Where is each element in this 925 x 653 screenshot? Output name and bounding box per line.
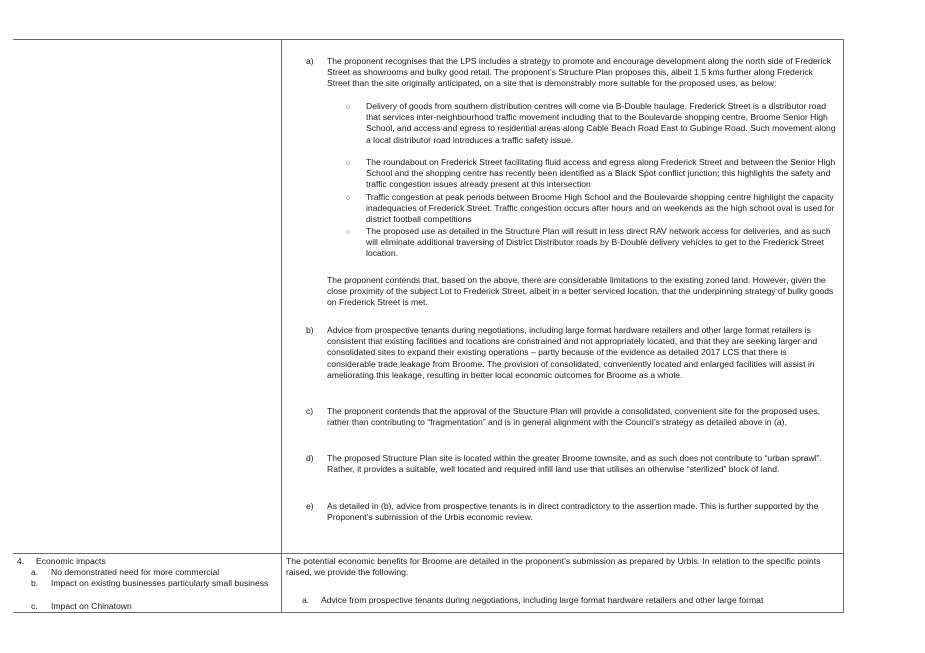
bullet-circle-icon: ○ — [346, 229, 351, 236]
point-b-text: Advice from prospective tenants during negotiations, including large format hardware retailers and other large format retailers is consistent that existing facilities and locations are constrained and not appropriately located, and that they are seeking larger and consolidated sites to expand their existing operations – partly because of the evidence as detailed 2017 LCS that there is considerable trade leakage from Broome. The provision of consolidated, conveniently located and enlarged facilities will assist in ameliorating this leakage, resulting in better local economic outcomes for Broome as a whole. — [327, 325, 818, 380]
point-a-closing: The proponent contends that, based on the above, there are considerable limitations to the existing zoned land. However, given the close proximity of the subject Lot to Frederick Street, albeit in a better serviced location, that the underpinning strategy of bulky goods on Frederick Street is met. — [327, 275, 834, 308]
point-d-marker: d) — [306, 453, 314, 463]
bullet-circle-icon: ○ — [346, 195, 351, 202]
issue-item-a-text: No demonstrated need for more commercial — [51, 567, 220, 577]
issue-item-c-marker: c. — [31, 601, 38, 611]
point-a-bullet-2: The roundabout on Frederick Street facilitating fluid access and egress along Frederick Street and between the Senior High School and the shopping centre has recently been identified as a Black Spot conflict junction; this highlights the safety and traffic congestion issues already present at this intersection — [366, 157, 836, 190]
point-a-bullet-4: The proposed use as detailed in the Structure Plan will result in less direct RAV network access for deliveries, and as such will eliminate additional traversing of District Distributor roads by B-Double delivery vehicles to get to the Frederick Street location. — [366, 226, 831, 259]
point-e-marker: e) — [306, 501, 314, 511]
point-e-text: As detailed in (b), advice from prospective tenants is in direct contradictory to the assertion made. This is further supported by the Proponent’s submission of the Urbis economic review. — [327, 501, 819, 523]
issue-item-b-marker: b. — [31, 578, 39, 588]
point-b-marker: b) — [306, 325, 314, 335]
column-divider — [281, 39, 282, 613]
point-a-text: The proponent recognises that the LPS includes a strategy to promote and encourage development along the north side of Frederick Street as showrooms and bulky good retail. The proponent’s Structure Plan proposes this, albeit 1.5 kms further along Frederick Street than the site originally anticipated, on a site that is demonstrably more suitable for the proposed uses, as below: — [327, 56, 832, 89]
point-d-text: The proposed Structure Plan site is located within the greater Broome townsite, and as such does not contribute to “urban sprawl”. Rather, it provides a suitable, well located and required infill land use that utilises an otherwise “sterilized” block of land. — [327, 453, 822, 475]
response-point-a-text: Advice from prospective tenants during negotiations, including large format hardware retailers and other large format — [321, 595, 764, 605]
issue-item-b-text: Impact on existing businesses particularly small business — [51, 578, 269, 588]
point-c-marker: c) — [306, 406, 314, 416]
issue-title: Economic impacts — [36, 556, 106, 566]
bullet-circle-icon: ○ — [346, 160, 351, 167]
response-point-a-marker: a. — [302, 595, 310, 605]
point-a-bullet-3: Traffic congestion at peak periods between Broome High School and the Boulevarde shopping centre highlight the capacity inadequacies of Frederick Street. Traffic congestion occurs after hours and on weekends as the high school oval is used for district football competitions — [366, 192, 835, 225]
bullet-circle-icon: ○ — [346, 104, 351, 111]
issue-item-c-text: Impact on Chinatown — [51, 601, 132, 611]
table-right-border — [843, 39, 844, 613]
point-c-text: The proponent contends that the approval of the Structure Plan will provide a consolidated, convenient site for the proposed uses, rather than contributing to “fragmentation” and is in general alignment with the Council’s strategy as detailed above in (a). — [327, 406, 821, 428]
point-a-bullet-1: Delivery of goods from southern distribution centres will come via B-Double haulage. Frederick Street is a distributor road that services inter-neighbourhood traffic movement including that to the Boulevarde shopping centre, Broome Senior High School, and access and egress to residential areas along Cable Beach Road East to Gubinge Road. Such movement along a local distributor road introduces a traffic safety issue. — [366, 101, 836, 145]
table-top-border — [13, 39, 844, 40]
response-intro: The potential economic benefits for Broome are detailed in the proponent’s submission as prepared by Urbis. In relation to the specific points raised, we provide the following. — [286, 556, 821, 578]
issue-number: 4. — [17, 556, 25, 566]
row-divider — [13, 553, 844, 554]
point-a-marker: a) — [306, 56, 314, 66]
issue-item-a-marker: a. — [31, 567, 39, 577]
